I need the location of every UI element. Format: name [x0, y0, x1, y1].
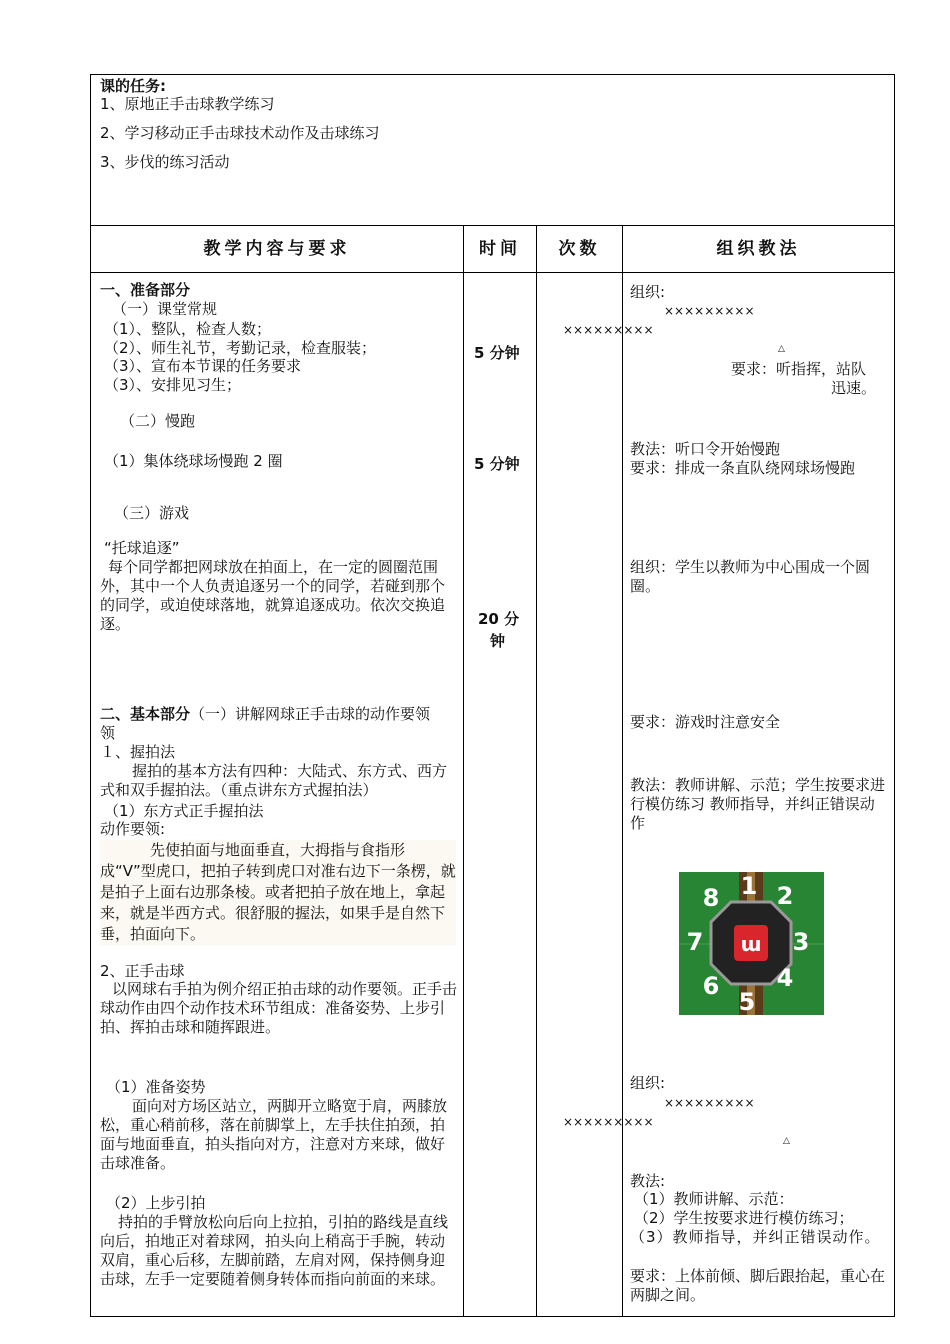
header-time: 时间: [479, 239, 521, 259]
formation2-row-1: ×××××××××: [664, 1096, 755, 1110]
grip-number-6: 6: [702, 972, 720, 1000]
teach-method: 教法：教师讲解、示范；学生按要求进行模仿练习 教师指导，并纠正错误动作: [630, 776, 886, 832]
org2-label: 组织:: [630, 1074, 666, 1092]
forehand-description: 以网球右手拍为例介绍正拍击球的动作要领。正手击球动作由四个动作技术环节组成：准备姿势、上步引拍、挥拍击球和随挥跟进。: [100, 980, 458, 1036]
eastern-title: （1）东方式正手握拍法: [104, 802, 264, 820]
req2: 要求：上体前倾、脚后跟抬起，重心在两脚之间。: [630, 1267, 886, 1304]
method2-item-1: （1）教师讲解、示范：: [634, 1190, 794, 1208]
table-top-border: [90, 74, 895, 75]
task-item-3: 3、步伐的练习活动: [100, 153, 230, 171]
col-divider-content-time: [463, 225, 464, 1317]
grip-number-8: 8: [702, 884, 720, 912]
header-method: 组织教法: [716, 239, 801, 259]
game-title: （三）游戏: [114, 504, 190, 522]
jog-method: 教法：听口令开始慢跑: [630, 440, 781, 458]
header-bottom-border: [90, 272, 895, 273]
grip-number-4: 4: [776, 964, 794, 992]
jog-requirement: 要求：排成一条直队绕网球场慢跑: [630, 459, 856, 477]
grip-title: １、握拍法: [100, 743, 176, 761]
time-prep: 5 分钟: [474, 344, 520, 362]
routine-item-4: （3）、安排见习生；: [104, 376, 242, 394]
req1-line2: 迅速。: [831, 379, 877, 397]
tasks-title: 课的任务:: [100, 77, 166, 95]
prep-title: 一、准备部分: [100, 281, 191, 299]
game-organization: 组织：学生以教师为中心围成一个圆圈。: [630, 558, 871, 595]
formation-row-1: ×××××××××: [664, 304, 755, 318]
task-item-2: 2、学习移动正手击球技术动作及击球练习: [100, 124, 380, 142]
basic-heading: [100, 705, 430, 724]
basic-subtitle-cont: 领: [100, 724, 116, 742]
game-description: 每个同学都把网球放在拍面上，在一定的圆圈范围外，其中一个人负责追逐另一个的同学，若碰到那个的同学，或迫使球落地，就算追逐成功。依次交换追逐。: [100, 558, 446, 633]
formation2-row-2: ×××××××××: [563, 1115, 654, 1129]
method2-label: 教法:: [630, 1172, 666, 1190]
grip-number-5: 5: [738, 988, 756, 1015]
teacher-marker: △: [778, 344, 785, 354]
task-item-1: 1、原地正手击球教学练习: [100, 95, 275, 113]
backswing-title: （2）上步引拍: [106, 1194, 206, 1212]
req1-line1: 要求：听指挥，站队: [731, 360, 867, 378]
basic-title: 二、基本部分: [100, 705, 191, 723]
header-content: 教学内容与要求: [203, 239, 351, 259]
col-divider-count-method: [622, 225, 623, 1317]
action-label: 动作要领:: [100, 820, 166, 838]
table-bottom-border: [90, 1316, 895, 1317]
formation-row-2: ×××××××××: [563, 323, 654, 337]
ready-title: （1）准备姿势: [106, 1078, 206, 1096]
eastern-description: 先使拍面与地面垂直，大拇指与食指形成“V”型虎口，把拍子转到虎口对准右边下一条楞，就是拍子上面右边那条棱。或者把拍子放在地上，拿起来，就是半西方式。很舒服的握法，如果手是自然下垂，拍面向下。: [100, 841, 456, 943]
basic-subtitle: （一）讲解网球正手击球的动作要领: [190, 705, 431, 723]
grip-number-7: 7: [686, 928, 704, 956]
header-count: 次数: [558, 239, 601, 259]
teacher-marker-2: △: [783, 1136, 790, 1146]
col-divider-time-count: [536, 225, 537, 1317]
jog-title: （二）慢跑: [120, 412, 196, 430]
routine-item-3: （3）、宣布本节课的任务要求: [104, 357, 302, 375]
routine-item-2: （2）、师生礼节，考勤记录，检查服装；: [104, 339, 377, 357]
grip-diagram-image: [679, 872, 824, 1015]
method2-item-2: （2）学生按要求进行模仿练习；: [634, 1209, 854, 1227]
game-requirement: 要求：游戏时注意安全: [630, 713, 781, 731]
ready-description: 面向对方场区站立，两脚开立略宽于肩，两膝放松，重心稍前移，落在前脚掌上，左手扶住拍颈，拍面与地面垂直，拍头指向对方，注意对方来球，做好击球准备。: [100, 1097, 448, 1172]
org1-label: 组织:: [630, 283, 666, 301]
time-game-line2: 钟: [490, 632, 506, 650]
jog-item: （1）集体绕球场慢跑 2 圈: [104, 452, 283, 470]
grip-number-1: 1: [740, 872, 758, 900]
grip-number-3: 3: [792, 928, 810, 956]
routine-item-1: （1）、整队，检查人数；: [104, 320, 272, 338]
table-right-border: [894, 74, 895, 1317]
time-game-line1: 20 分: [478, 610, 520, 628]
grip-description: 握拍的基本方法有四种：大陆式、东方式、西方式和双手握拍法。（重点讲东方式握拍法）: [100, 762, 448, 799]
method2-item-3: （3）教师指导，并纠正错误动作。: [630, 1228, 881, 1246]
backswing-description: 持拍的手臂放松向后向上拉拍，引拍的路线是直线向后，拍地正对着球网，拍头向上稍高于手腕，转动双肩，重心后移，左脚前踏，左肩对网，保持侧身迎击球，左手一定要随着侧身转体而指向前面的来球。: [100, 1213, 449, 1288]
forehand-title: 2、正手击球: [100, 962, 185, 980]
routine-title: （一）课堂常规: [112, 300, 218, 318]
grip-number-2: 2: [776, 882, 794, 910]
game-name: “托球追逐”: [104, 539, 180, 557]
grip-logo-mark: ɯ: [740, 932, 762, 956]
time-jog: 5 分钟: [474, 455, 520, 473]
